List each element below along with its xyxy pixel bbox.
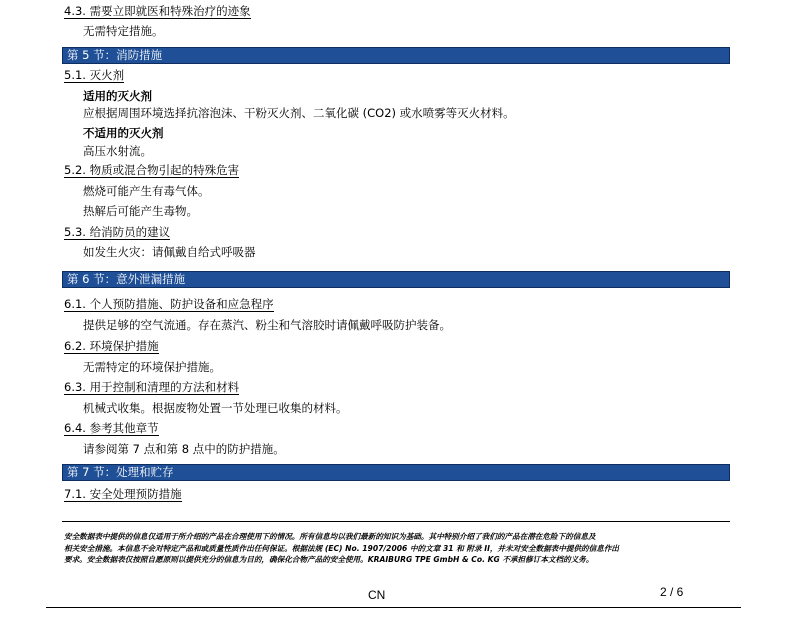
section-6-header: 第 6 节：意外泄漏措施 bbox=[62, 271, 730, 288]
subsection-6-4-text: 请参阅第 7 点和第 8 点中的防护措施。 bbox=[83, 442, 285, 456]
subsection-4-3-title: 4.3. 需要立即就医和特殊治疗的迹象 bbox=[64, 4, 251, 18]
section-7-header: 第 7 节：处理和贮存 bbox=[62, 464, 730, 481]
subsection-6-3-title: 6.3. 用于控制和清理的方法和材料 bbox=[64, 380, 240, 394]
footer-disclaimer bbox=[64, 531, 730, 566]
subsection-5-3-text: 如发生火灾：请佩戴自给式呼吸器 bbox=[83, 245, 256, 259]
subsection-6-1-title: 6.1. 个人预防措施、防护设备和应急程序 bbox=[64, 297, 274, 311]
subsection-6-3-text: 机械式收集。根据废物处置一节处理已收集的材料。 bbox=[83, 401, 348, 415]
subsection-5-2-line2: 热解后可能产生毒物。 bbox=[83, 204, 198, 218]
footer-page-number: 2 / 6 bbox=[660, 585, 684, 599]
footer-top-rule bbox=[62, 521, 730, 522]
subsection-5-1-title: 5.1. 灭火剂 bbox=[64, 68, 125, 82]
suitable-media-label: 适用的灭火剂 bbox=[83, 89, 152, 103]
subsection-6-2-title: 6.2. 环境保护措施 bbox=[64, 339, 159, 353]
footer-disclaimer-line1: 安全数据表中提供的信息仅适用于所介绍的产品在合理使用下的情况。所有信息均以我们最新的知识为基础。其中特别介绍了我们的产品在潜在危险下的信息及 bbox=[64, 532, 596, 541]
footer-disclaimer-line3: 要求。安全数据表仅按照自愿原则以提供充分的信息为目的，确保化合物产品的安全使用。KRAIBURG TPE GmbH & Co. KG 不承担修订本文档的义务。 bbox=[64, 555, 594, 564]
subsection-6-1-text: 提供足够的空气流通。存在蒸汽、粉尘和气溶胶时请佩戴呼吸防护装备。 bbox=[83, 318, 451, 332]
section-5-header: 第 5 节：消防措施 bbox=[62, 47, 730, 64]
unsuitable-media-label: 不适用的灭火剂 bbox=[83, 126, 164, 140]
subsection-4-3-text: 无需特定措施。 bbox=[83, 24, 164, 38]
unsuitable-media-text: 高压水射流。 bbox=[83, 144, 152, 158]
subsection-5-2-title: 5.2. 物质或混合物引起的特殊危害 bbox=[64, 163, 240, 177]
subsection-5-2-line1: 燃烧可能产生有毒气体。 bbox=[83, 184, 210, 198]
subsection-5-3-title: 5.3. 给消防员的建议 bbox=[64, 225, 171, 239]
footer-bottom-rule bbox=[46, 607, 741, 608]
subsection-6-4-title: 6.4. 参考其他章节 bbox=[64, 421, 159, 435]
subsection-6-2-text: 无需特定的环境保护措施。 bbox=[83, 360, 221, 374]
suitable-media-text: 应根据周围环境选择抗溶泡沫、干粉灭火剂、二氧化碳 (CO2) 或水喷雾等灭火材料。 bbox=[83, 106, 515, 120]
subsection-7-1-title: 7.1. 安全处理预防措施 bbox=[64, 487, 182, 501]
footer-language: CN bbox=[368, 588, 386, 602]
footer-disclaimer-line2: 相关安全措施。本信息不会对特定产品和或质量性质作出任何保证。根据法规 (EC) No. 1907/2006 中的文章 31 和 附录 II，并未对安全数据表中提供的信息作出 bbox=[64, 543, 620, 553]
